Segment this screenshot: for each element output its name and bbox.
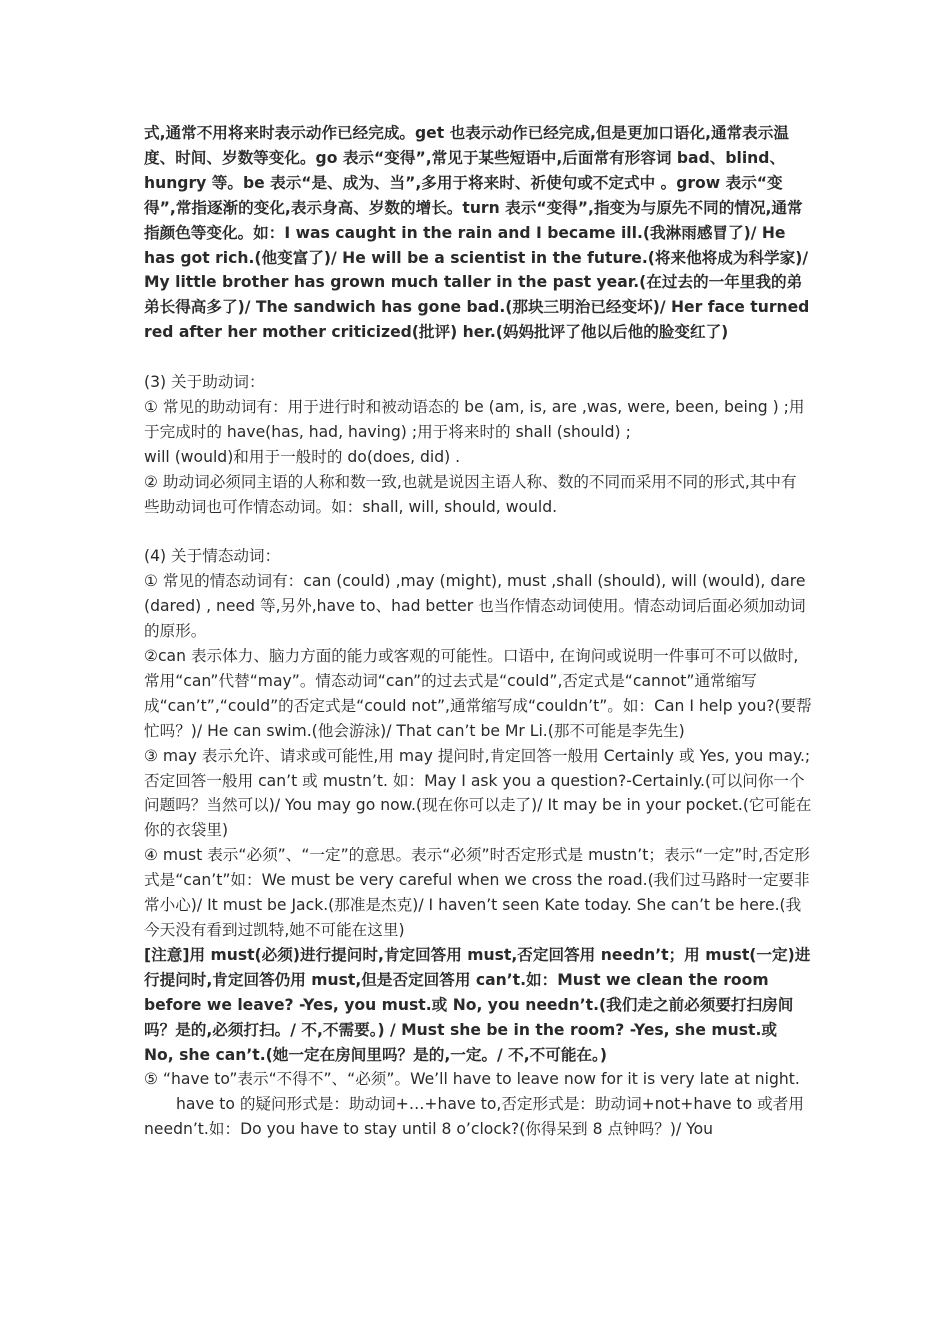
section-4-note: [注意]用 must(必须)进行提问时,肯定回答用 must,否定回答用 needn’t；用 must(一定)进行提问时,肯定回答仍用 must,但是否定回答用 can’t.如：Must we clean the room before we leave? -Yes, you must.或 No, you needn’t.(我们走之前必须要打扫房间吗？是的,必须打扫。/ 不,不需要。) / Must she be in the room? -Yes, she must.或 No, she can’t.(她一定在房间里吗？是的,一定。/ 不,不可能在。) xyxy=(144,945,811,1064)
section-3-title: (3) 关于助动词： xyxy=(144,373,265,392)
section-4-title: (4) 关于情态动词： xyxy=(144,547,281,566)
section-4-item-1: ① 常见的情态动词有：can (could) ,may (might), must ,shall (should), will (would), dare (dared) , need 等,另外,have to、had better 也当作情态动词使用。情态动词后面必须加动词的原形。 xyxy=(144,572,806,641)
section-3-item-1-continued: will (would)和用于一般时的 do(does, did) . xyxy=(144,447,461,466)
section-3-item-1: ① 常见的助动词有：用于进行时和被动语态的 be (am, is, are ,was, were, been, being ) ;用于完成时的 have(has, had, having) ;用于将来时的 shall (should) ; xyxy=(144,397,805,441)
section-4-item-2-can: ②can 表示体力、脑力方面的能力或客观的可能性。口语中, 在询问或说明一件事可不可以做时,常用“can”代替“may”。情态动词“can”的过去式是“could”,否定式是“cannot”通常缩写成“can’t”,“could”的否定式是“could not”,通常缩写成“couldn’t”。如：Can I help you?(要帮忙吗？)/ He can swim.(他会游泳)/ That can’t be Mr Li.(那不可能是李先生) xyxy=(144,647,812,740)
document-body xyxy=(144,121,812,1142)
paragraph-gap xyxy=(144,345,812,370)
section-3-item-2: ② 助动词必须同主语的人称和数一致,也就是说因主语人称、数的不同而采用不同的形式,其中有些助动词也可作情态动词。如：shall, will, should, would. xyxy=(144,472,797,516)
paragraph-intro-verbs-of-change: 式,通常不用将来时表示动作已经完成。get 也表示动作已经完成,但是更加口语化,通常表示温度、时间、岁数等变化。go 表示“变得”,常见于某些短语中,后面常有形容词 bad、blind、hungry 等。be 表示“是、成为、当”,多用于将来时、祈使句或不定式中 。grow 表示“变得”,常指逐渐的变化,表示身高、岁数的增长。turn 表示“变得”,指变为与原先不同的情况,通常指颜色等变化。如：I was caught in the rain and I became ill.(我淋雨感冒了)/ He has got rich.(他变富了)/ He will be a scientist in the future.(将来他将成为科学家)/ My little brother has grown much taller in the past year.(在过去的一年里我的弟弟长得高多了)/ The sandwich has gone bad.(那块三明治已经变坏)/ Her face turned red after her mother criticized(批评) her.(妈妈批评了他以后他的脸变红了) xyxy=(144,124,810,342)
section-4-item-4-must: ④ must 表示“必须”、“一定”的意思。表示“必须”时否定形式是 mustn’t；表示“一定”时,否定形式是“can’t”如：We must be very careful when we cross the road.(我们过马路时一定要非常小心)/ It must be Jack.(那准是杰克)/ I haven’t seen Kate today. She can’t be here.(我今天没有看到过凯特,她不可能在这里) xyxy=(144,846,810,939)
section-4-item-5-continued: have to 的疑问形式是：助动词+…+have to,否定形式是：助动词+not+have to 或者用 needn’t.如：Do you have to stay until 8 o’clock?(你得呆到 8 点钟吗？)/ You xyxy=(144,1095,804,1139)
paragraph-gap xyxy=(144,519,812,544)
section-4-item-5-have-to: ⑤ “have to”表示“不得不”、“必须”。We’ll have to leave now for it is very late at night. xyxy=(144,1070,800,1089)
section-4-item-3-may: ③ may 表示允许、请求或可能性,用 may 提问时,肯定回答一般用 Certainly 或 Yes, you may.;否定回答一般用 can’t 或 mustn’t. 如：May I ask you a question?-Certainly.(可以问你一个问题吗？当然可以)/ You may go now.(现在你可以走了)/ It may be in your pocket.(它可能在你的衣袋里) xyxy=(144,746,812,840)
